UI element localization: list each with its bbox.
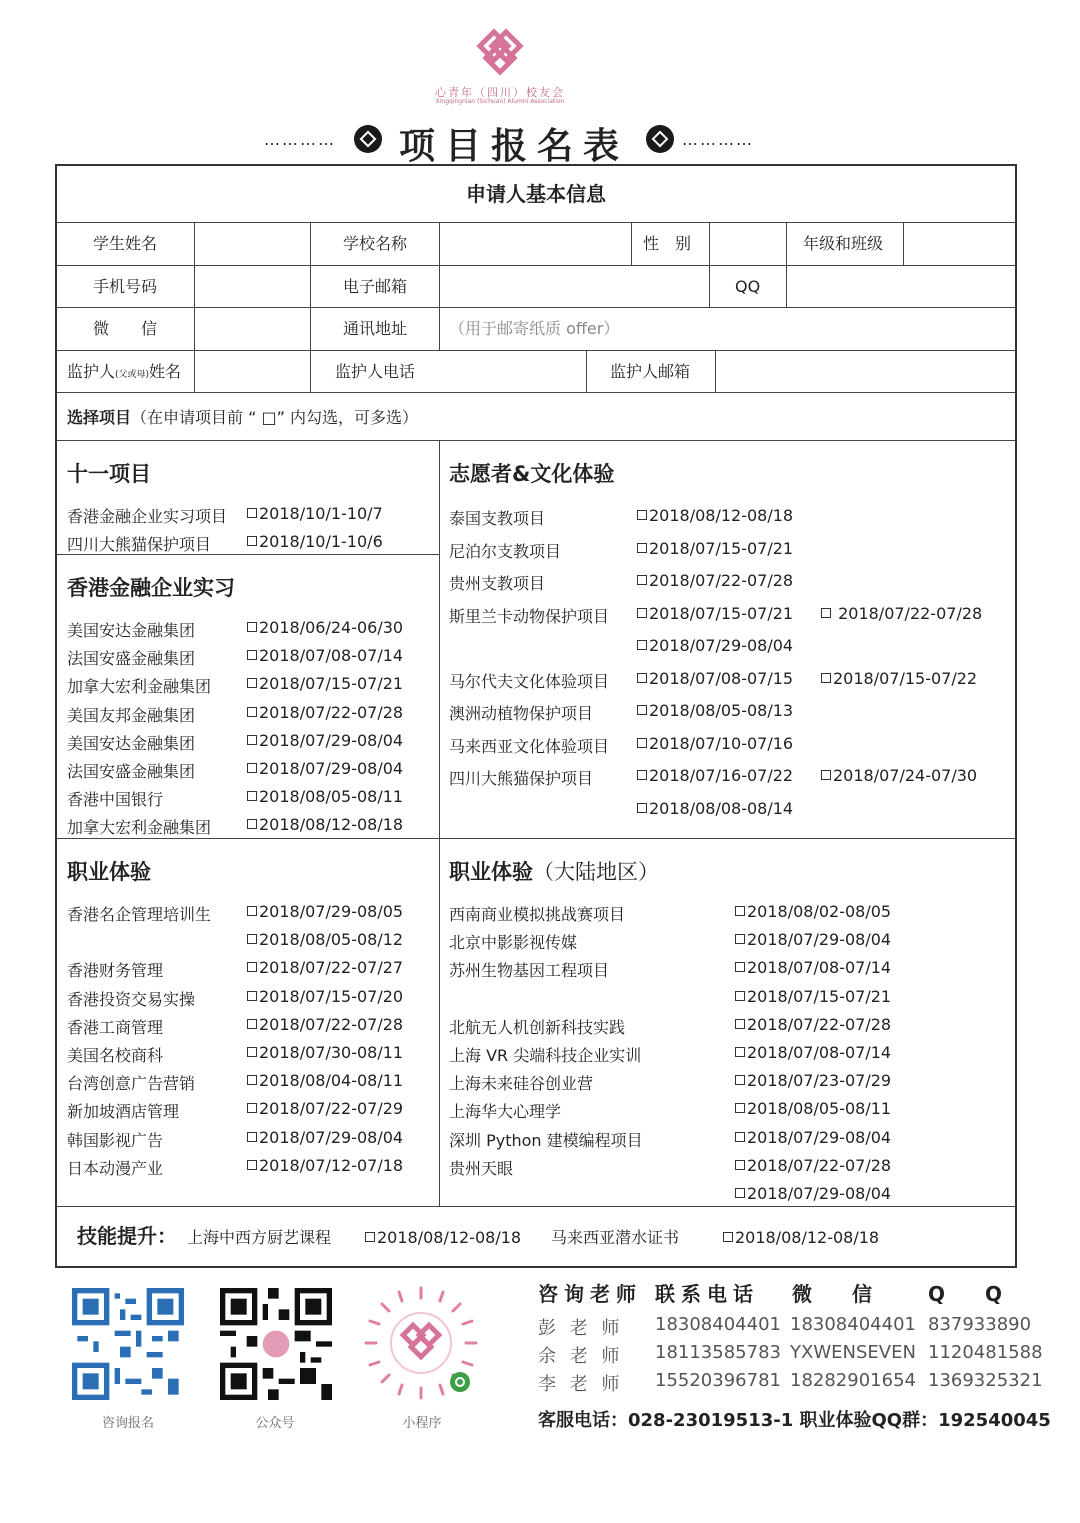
select-hint: （在申请项目前 “ □” 内勾选，可多选） bbox=[131, 408, 418, 427]
date-text: 2018/07/22-07/27 bbox=[259, 958, 404, 978]
checkbox[interactable] bbox=[247, 791, 257, 801]
label-guardian-phone: 监护人电话 bbox=[335, 362, 416, 381]
label-student-name: 学生姓名 bbox=[93, 234, 158, 253]
checkbox[interactable] bbox=[637, 738, 647, 748]
checkbox[interactable] bbox=[637, 575, 647, 585]
contact-header-teacher: 咨询老师 bbox=[538, 1282, 642, 1306]
project-date-option[interactable] bbox=[247, 958, 403, 977]
gender-field[interactable] bbox=[710, 223, 785, 264]
date-text: 2018/07/29-08/04 bbox=[259, 759, 404, 778]
project-date-option[interactable] bbox=[735, 1015, 891, 1034]
project-date-option[interactable] bbox=[637, 506, 793, 525]
project-date-option[interactable] bbox=[247, 787, 403, 806]
date-text: 2018/07/30-08/11 bbox=[259, 1043, 404, 1062]
project-name: 香港投资交易实操 bbox=[67, 989, 196, 1009]
checkbox[interactable] bbox=[637, 510, 647, 520]
project-date-option[interactable] bbox=[247, 1043, 403, 1062]
project-date-option[interactable] bbox=[637, 604, 793, 623]
date-text: 2018/07/22-07/28 bbox=[833, 603, 983, 623]
project-date-option[interactable] bbox=[247, 759, 403, 778]
date-text: 2018/07/08-07/14 bbox=[747, 1043, 892, 1062]
contact-phone: 15520396781 bbox=[655, 1370, 781, 1391]
skills-date-1[interactable] bbox=[365, 1228, 521, 1248]
form-title: 项目报名表 bbox=[398, 125, 629, 167]
checkbox[interactable] bbox=[247, 1132, 257, 1142]
project-name: 日本动漫产业 bbox=[67, 1158, 164, 1178]
date-text: 2018/08/05-08/11 bbox=[259, 787, 404, 807]
checkbox[interactable] bbox=[247, 819, 257, 829]
checkbox[interactable] bbox=[735, 1188, 745, 1198]
date-text: 2018/08/05-08/11 bbox=[747, 1099, 892, 1119]
qq-field[interactable] bbox=[787, 266, 1014, 306]
guardian-prefix: 监护人 bbox=[67, 362, 116, 381]
project-name: 加拿大宏利金融集团 bbox=[67, 677, 212, 697]
contact-phone: 18113585783 bbox=[655, 1342, 781, 1363]
wechat-field[interactable] bbox=[195, 308, 309, 349]
checkbox[interactable] bbox=[735, 1103, 745, 1113]
project-name: 泰国支教项目 bbox=[449, 509, 546, 528]
date-text: 2018/07/24-07/30 bbox=[833, 766, 978, 785]
date-text: 2018/06/24-06/30 bbox=[259, 618, 404, 637]
guardian-email-field[interactable] bbox=[716, 351, 1014, 391]
date-text: 2018/07/22-07/28 bbox=[747, 1014, 892, 1034]
section-title-volunteer: 志愿者&文化体验 bbox=[449, 462, 615, 486]
project-date-option[interactable] bbox=[735, 1156, 891, 1175]
form-title-row bbox=[264, 118, 764, 167]
date-text: 2018/07/15-07/22 bbox=[833, 668, 978, 688]
checkbox[interactable] bbox=[637, 543, 647, 553]
project-date-option[interactable] bbox=[247, 674, 403, 693]
date-text: 2018/07/22-07/29 bbox=[259, 1099, 404, 1119]
career-mainland-title: 职业体验 bbox=[449, 860, 533, 884]
contact-wechat: 18308404401 bbox=[790, 1314, 916, 1335]
project-name: 马来西亚文化体验项目 bbox=[449, 736, 610, 756]
skills-date-2[interactable] bbox=[723, 1228, 879, 1248]
qr-code-official-account bbox=[220, 1288, 332, 1400]
divider bbox=[57, 440, 1015, 441]
checkbox[interactable] bbox=[247, 536, 257, 546]
career-mainland-suffix: （大陆地区） bbox=[533, 860, 659, 884]
project-date-option[interactable] bbox=[735, 1043, 891, 1062]
contact-header-phone: 联系电话 bbox=[655, 1282, 759, 1306]
project-name: 北京中影影视传媒 bbox=[449, 933, 578, 953]
project-name: 澳洲动植物保护项目 bbox=[449, 704, 594, 723]
project-name: 香港财务管理 bbox=[67, 961, 164, 981]
project-name: 四川大熊猫保护项目 bbox=[449, 769, 594, 788]
checkbox[interactable] bbox=[247, 1047, 257, 1057]
checkbox[interactable] bbox=[247, 707, 257, 717]
qr-label-mini-program: 小程序 bbox=[402, 1416, 442, 1431]
checkbox[interactable] bbox=[247, 1160, 257, 1170]
grade-class-field[interactable] bbox=[904, 223, 1014, 264]
qr-code-consult bbox=[72, 1288, 184, 1400]
date-text: 2018/07/29-08/04 bbox=[649, 636, 794, 655]
project-date-option[interactable] bbox=[637, 766, 793, 785]
project-date-option[interactable] bbox=[247, 1071, 403, 1090]
section-title-eleven: 十一项目 bbox=[67, 462, 151, 486]
label-guardian-name bbox=[67, 362, 181, 385]
date-text: 2018/07/22-07/28 bbox=[649, 571, 794, 590]
project-name: 香港名企管理培训生 bbox=[67, 905, 212, 924]
contact-teacher: 余 老 师 bbox=[538, 1346, 624, 1367]
checkbox[interactable] bbox=[247, 508, 257, 518]
contact-qq: 837933890 bbox=[928, 1314, 1032, 1335]
checkbox[interactable] bbox=[637, 640, 647, 650]
association-logo bbox=[470, 28, 530, 78]
guardian-suffix: 姓名 bbox=[149, 362, 182, 381]
contact-header-qq: Q Q bbox=[928, 1282, 1003, 1306]
project-name: 苏州生物基因工程项目 bbox=[449, 961, 610, 981]
checkbox[interactable] bbox=[637, 705, 647, 715]
project-date-option[interactable] bbox=[637, 799, 793, 818]
section-title-hk-finance: 香港金融企业实习 bbox=[67, 576, 235, 600]
project-date-option[interactable] bbox=[247, 646, 403, 665]
project-date-option[interactable] bbox=[735, 987, 891, 1006]
org-name: 心青年（四川）校友会 bbox=[435, 86, 565, 99]
date-text: 2018/10/1-10/6 bbox=[259, 532, 383, 551]
project-name: 上海未来硅谷创业营 bbox=[449, 1074, 594, 1094]
checkbox[interactable] bbox=[821, 608, 831, 618]
date-text: 2018/08/04-08/11 bbox=[259, 1071, 404, 1091]
project-date-option[interactable] bbox=[247, 815, 403, 834]
checkbox[interactable] bbox=[637, 770, 647, 780]
project-name: 美国安达金融集团 bbox=[67, 733, 196, 753]
project-date-option[interactable] bbox=[735, 930, 891, 949]
date-text: 2018/07/29-08/04 bbox=[259, 730, 404, 750]
project-date-option[interactable] bbox=[247, 532, 383, 551]
project-date-option[interactable] bbox=[735, 1071, 891, 1090]
contact-header-wechat: 微 信 bbox=[792, 1282, 872, 1306]
project-date-option[interactable] bbox=[637, 539, 793, 558]
project-date-option[interactable] bbox=[735, 1099, 891, 1118]
label-wechat: 微 信 bbox=[93, 319, 158, 338]
project-name: 贵州天眼 bbox=[449, 1158, 514, 1178]
divider bbox=[57, 392, 1015, 393]
project-date-option[interactable] bbox=[247, 1156, 403, 1175]
label-qq: QQ bbox=[735, 277, 761, 296]
checkbox[interactable] bbox=[735, 1132, 745, 1142]
project-date-option[interactable] bbox=[735, 1184, 891, 1203]
label-gender: 性 别 bbox=[643, 234, 692, 253]
project-date-option[interactable] bbox=[247, 703, 403, 722]
address-field[interactable]: （用于邮寄纸质 offer） bbox=[449, 319, 620, 338]
date-text: 2018/08/02-08/05 bbox=[747, 902, 892, 921]
checkbox[interactable] bbox=[247, 1019, 257, 1029]
project-name: 香港工商管理 bbox=[67, 1017, 164, 1037]
project-date-option[interactable] bbox=[247, 1015, 403, 1034]
emblem-icon bbox=[354, 125, 382, 153]
org-subtitle: Xingqingnian (Sichuan) Alumni Association bbox=[435, 98, 565, 105]
date-text: 2018/07/22-07/28 bbox=[259, 1014, 404, 1034]
student-name-field[interactable] bbox=[195, 223, 309, 264]
guardian-name-field[interactable] bbox=[195, 351, 309, 391]
checkbox[interactable] bbox=[735, 1160, 745, 1170]
date-text: 2018/10/1-10/7 bbox=[259, 504, 383, 523]
date-text: 2018/07/12-07/18 bbox=[259, 1155, 404, 1175]
contact-teacher: 彭 老 师 bbox=[538, 1318, 624, 1339]
project-name: 上海 VR 尖端科技企业实训 bbox=[449, 1046, 642, 1065]
checkbox[interactable] bbox=[735, 962, 745, 972]
checkbox[interactable] bbox=[365, 1232, 375, 1242]
project-name: 尼泊尔支教项目 bbox=[449, 541, 562, 561]
checkbox[interactable] bbox=[247, 650, 257, 660]
label-phone: 手机号码 bbox=[93, 277, 158, 296]
project-date-option[interactable] bbox=[637, 701, 793, 720]
date-text: 2018/07/15-07/21 bbox=[747, 986, 892, 1006]
project-date-option[interactable] bbox=[247, 1099, 403, 1118]
project-date-option[interactable] bbox=[247, 1128, 403, 1147]
checkbox[interactable] bbox=[821, 770, 831, 780]
divider bbox=[586, 350, 587, 392]
skills-label: 技能提升： bbox=[77, 1224, 177, 1248]
checkbox[interactable] bbox=[735, 1075, 745, 1085]
date-text: 2018/07/16-07/22 bbox=[649, 766, 794, 785]
checkbox[interactable] bbox=[735, 991, 745, 1001]
date-text: 2018/07/15-07/20 bbox=[259, 986, 404, 1006]
project-name: 法国安盛金融集团 bbox=[67, 762, 196, 781]
divider bbox=[631, 222, 632, 265]
date-text: 2018/07/08-07/14 bbox=[259, 646, 404, 666]
project-date-option[interactable] bbox=[637, 636, 793, 655]
skills-item-2: 马来西亚潜水证书 bbox=[551, 1228, 680, 1247]
project-name: 美国友邦金融集团 bbox=[67, 705, 196, 725]
date-text: 2018/07/23-07/29 bbox=[747, 1071, 892, 1091]
date-text: 2018/07/10-07/16 bbox=[649, 733, 794, 753]
contact-wechat: 18282901654 bbox=[790, 1370, 916, 1391]
hotline-line: 客服电话：028-23019513-1 职业体验QQ群：192540045 bbox=[538, 1410, 1051, 1431]
checkbox[interactable] bbox=[247, 906, 257, 916]
section-title-career-mainland bbox=[449, 856, 659, 886]
basic-info-title: 申请人基本信息 bbox=[466, 182, 606, 206]
checkbox[interactable] bbox=[247, 991, 257, 1001]
checkbox[interactable] bbox=[637, 803, 647, 813]
checkbox[interactable] bbox=[247, 962, 257, 972]
mini-program-code bbox=[362, 1284, 480, 1402]
date-text: 2018/08/05-08/13 bbox=[649, 701, 794, 720]
project-name: 香港中国银行 bbox=[67, 790, 164, 810]
date-text: 2018/07/29-08/04 bbox=[747, 930, 892, 950]
qr-label-consult: 咨询报名 bbox=[101, 1416, 154, 1431]
checkbox[interactable] bbox=[247, 1103, 257, 1113]
date-text: 2018/07/22-07/28 bbox=[747, 1155, 892, 1175]
email-field[interactable] bbox=[440, 266, 708, 306]
school-name-field[interactable] bbox=[440, 223, 630, 264]
date-text: 2018/08/05-08/12 bbox=[259, 930, 404, 950]
label-email: 电子邮箱 bbox=[343, 277, 408, 296]
date-text: 2018/07/22-07/28 bbox=[259, 702, 404, 722]
checkbox[interactable] bbox=[247, 622, 257, 632]
checkbox[interactable] bbox=[637, 608, 647, 618]
qr-label-official-account: 公众号 bbox=[255, 1416, 295, 1431]
date-text: 2018/07/29-08/04 bbox=[747, 1127, 892, 1147]
date-text: 2018/07/15-07/21 bbox=[649, 603, 794, 623]
checkbox[interactable] bbox=[247, 763, 257, 773]
project-name: 美国安达金融集团 bbox=[67, 621, 196, 640]
project-date-option[interactable] bbox=[247, 618, 403, 637]
project-name: 马尔代夫文化体验项目 bbox=[449, 671, 610, 691]
project-date-option[interactable] bbox=[735, 958, 891, 977]
project-date-option[interactable] bbox=[637, 669, 793, 688]
date-text: 2018/08/08-08/14 bbox=[649, 798, 794, 818]
project-name: 美国名校商科 bbox=[67, 1046, 164, 1065]
project-date-option[interactable] bbox=[735, 902, 891, 921]
project-date-option[interactable] bbox=[247, 930, 403, 949]
project-name: 斯里兰卡动物保护项目 bbox=[449, 606, 610, 626]
project-name: 上海华大心理学 bbox=[449, 1102, 562, 1122]
checkbox[interactable] bbox=[821, 673, 831, 683]
contact-teacher: 李 老 师 bbox=[538, 1374, 624, 1395]
checkbox[interactable] bbox=[247, 934, 257, 944]
project-date-option[interactable] bbox=[247, 504, 383, 523]
project-date-option[interactable] bbox=[247, 731, 403, 750]
date-text: 2018/08/12-08/18 bbox=[259, 815, 404, 835]
checkbox[interactable] bbox=[735, 934, 745, 944]
date-text: 2018/07/29-08/04 bbox=[259, 1127, 404, 1147]
checkbox[interactable] bbox=[247, 678, 257, 688]
project-date-option[interactable] bbox=[637, 734, 793, 753]
divider bbox=[310, 222, 311, 392]
checkbox[interactable] bbox=[637, 673, 647, 683]
project-date-option[interactable] bbox=[637, 571, 793, 590]
contact-phone: 18308404401 bbox=[655, 1314, 781, 1335]
phone-field[interactable] bbox=[195, 266, 309, 306]
checkbox[interactable] bbox=[723, 1232, 733, 1242]
select-project-line bbox=[67, 408, 418, 428]
guardian-small: (父或母) bbox=[115, 370, 150, 380]
date-text: 2018/07/29-08/05 bbox=[259, 902, 404, 921]
skills-date-1-text: 2018/08/12-08/18 bbox=[377, 1228, 522, 1247]
date-text: 2018/07/08-07/15 bbox=[649, 668, 794, 688]
checkbox[interactable] bbox=[735, 1019, 745, 1029]
section-title-career: 职业体验 bbox=[67, 860, 151, 884]
project-date-option[interactable] bbox=[821, 604, 982, 623]
project-name: 深圳 Python 建模编程项目 bbox=[449, 1130, 643, 1150]
date-text: 2018/07/15-07/21 bbox=[649, 538, 794, 558]
guardian-phone-field[interactable] bbox=[440, 351, 585, 391]
project-name: 贵州支教项目 bbox=[449, 574, 546, 593]
label-guardian-email: 监护人邮箱 bbox=[610, 362, 691, 381]
divider bbox=[439, 440, 440, 1206]
project-name: 新加坡酒店管理 bbox=[67, 1102, 180, 1122]
title-dots-left: ………… bbox=[264, 130, 336, 149]
title-dots-right: ………… bbox=[682, 130, 754, 149]
label-school-name: 学校名称 bbox=[343, 234, 408, 253]
date-text: 2018/07/08-07/14 bbox=[747, 958, 892, 978]
skills-date-2-text: 2018/08/12-08/18 bbox=[735, 1228, 880, 1247]
label-address: 通讯地址 bbox=[343, 319, 408, 338]
contact-qq: 1120481588 bbox=[928, 1342, 1043, 1363]
project-name: 韩国影视广告 bbox=[67, 1130, 164, 1150]
project-date-option[interactable] bbox=[247, 987, 403, 1006]
project-name: 西南商业模拟挑战赛项目 bbox=[449, 905, 626, 924]
project-name: 香港金融企业实习项目 bbox=[67, 507, 228, 526]
date-text: 2018/07/15-07/21 bbox=[259, 674, 404, 694]
label-grade-class: 年级和班级 bbox=[803, 234, 884, 253]
contact-qq: 1369325321 bbox=[928, 1370, 1043, 1391]
checkbox[interactable] bbox=[247, 1075, 257, 1085]
select-label: 选择项目 bbox=[67, 408, 132, 427]
date-text: 2018/07/29-08/04 bbox=[747, 1184, 892, 1203]
project-name: 北航无人机创新科技实践 bbox=[449, 1017, 626, 1037]
project-date-option[interactable] bbox=[735, 1128, 891, 1147]
project-name: 法国安盛金融集团 bbox=[67, 649, 196, 669]
project-date-option[interactable] bbox=[821, 766, 977, 785]
emblem-icon bbox=[646, 125, 674, 153]
project-name: 台湾创意广告营销 bbox=[67, 1074, 196, 1094]
date-text: 2018/08/12-08/18 bbox=[649, 506, 794, 525]
project-date-option[interactable] bbox=[821, 669, 977, 688]
checkbox[interactable] bbox=[735, 1047, 745, 1057]
skills-item-1: 上海中西方厨艺课程 bbox=[187, 1228, 332, 1247]
project-date-option[interactable] bbox=[247, 902, 403, 921]
checkbox[interactable] bbox=[247, 735, 257, 745]
contact-wechat: YXWENSEVEN bbox=[790, 1342, 916, 1363]
project-name: 四川大熊猫保护项目 bbox=[67, 535, 212, 554]
project-name: 加拿大宏利金融集团 bbox=[67, 818, 212, 838]
application-form bbox=[55, 164, 1017, 1268]
checkbox[interactable] bbox=[735, 906, 745, 916]
divider bbox=[57, 1206, 1015, 1207]
